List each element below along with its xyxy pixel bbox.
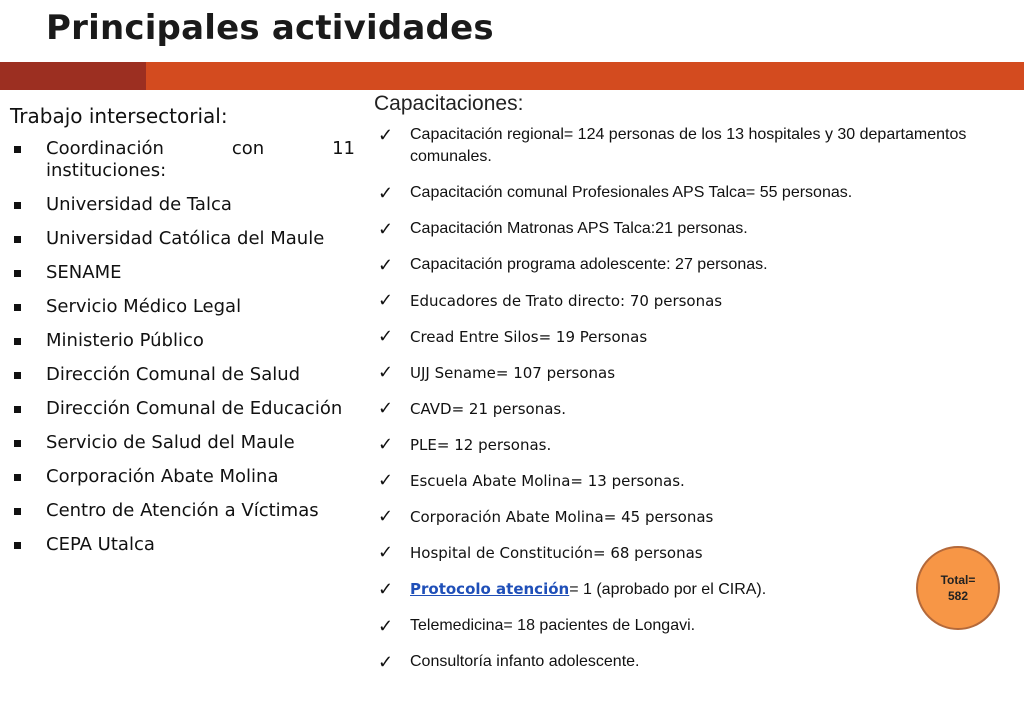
checkmark-icon: ✓	[378, 506, 394, 527]
square-bullet-icon	[14, 440, 21, 447]
checkmark-icon: ✓	[378, 362, 394, 383]
checkmark-icon: ✓	[378, 398, 394, 419]
square-bullet-icon	[14, 338, 21, 345]
square-bullet-icon	[14, 474, 21, 481]
total-badge	[916, 546, 1000, 630]
page-title: Principales actividades	[46, 8, 494, 48]
list-item: ✓ Educadores de Trato directo: 70 personas	[378, 290, 723, 311]
list-item: ✓ Corporación Abate Molina= 45 personas	[378, 506, 714, 527]
institution-list	[10, 138, 355, 556]
training-list	[374, 124, 994, 673]
checkmark-icon: ✓	[378, 434, 394, 455]
checkmark-icon: ✓	[378, 652, 394, 672]
list-item: Centro de Atención a Víctimas	[10, 500, 355, 522]
checkmark-icon: ✓	[378, 290, 394, 311]
checkmark-icon: ✓	[378, 255, 394, 275]
list-item: ✓ UJJ Sename= 107 personas	[378, 362, 616, 383]
square-bullet-icon	[14, 406, 21, 413]
square-bullet-icon	[14, 202, 21, 209]
protocolo-link[interactable]: Protocolo atención	[410, 580, 570, 598]
list-item: ✓ PLE= 12 personas.	[378, 434, 552, 455]
list-item: Coordinación con 11 instituciones:	[10, 138, 355, 182]
list-item: ✓ CAVD= 21 personas.	[378, 398, 566, 419]
list-item: ✓ Hospital de Constitución= 68 personas	[378, 542, 703, 563]
square-bullet-icon	[14, 372, 21, 379]
checkmark-icon: ✓	[378, 579, 394, 599]
total-label: Total=	[940, 573, 976, 587]
training-section	[374, 92, 994, 687]
square-bullet-icon	[14, 270, 21, 277]
checkmark-icon: ✓	[378, 616, 394, 636]
list-item: Corporación Abate Molina	[10, 466, 355, 488]
list-item: CEPA Utalca	[10, 534, 355, 556]
checkmark-icon: ✓	[378, 219, 394, 239]
list-item: ✓ Capacitación Matronas APS Talca:21 personas.	[378, 219, 748, 239]
list-item: ✓ Consultoría infanto adolescente.	[378, 652, 640, 672]
square-bullet-icon	[14, 236, 21, 243]
checkmark-icon: ✓	[378, 125, 394, 145]
checkmark-icon: ✓	[378, 183, 394, 203]
square-bullet-icon	[14, 542, 21, 549]
list-item: Servicio Médico Legal	[10, 296, 355, 318]
list-item: ✓ Protocolo atención= 1 (aprobado por el CIRA).	[378, 579, 767, 599]
square-bullet-icon	[14, 304, 21, 311]
list-item: ✓ Escuela Abate Molina= 13 personas.	[378, 470, 685, 491]
header-bar-dark	[0, 62, 146, 90]
square-bullet-icon	[14, 146, 21, 153]
total-value: 582	[947, 589, 969, 603]
list-item: ✓ Cread Entre Silos= 19 Personas	[378, 326, 648, 347]
square-bullet-icon	[14, 508, 21, 515]
list-item: Universidad de Talca	[10, 194, 355, 216]
intersectoral-section	[10, 104, 355, 568]
list-item: Servicio de Salud del Maule	[10, 432, 355, 454]
list-item: SENAME	[10, 262, 355, 284]
training-heading: Capacitaciones:	[374, 92, 524, 115]
checkmark-icon: ✓	[378, 326, 394, 347]
list-item: ✓ Telemedicina= 18 pacientes de Longavi.	[378, 616, 696, 636]
list-item: Ministerio Público	[10, 330, 355, 352]
list-item: Dirección Comunal de Salud	[10, 364, 355, 386]
list-item: ✓ Capacitación programa adolescente: 27 personas.	[378, 255, 768, 275]
list-item: Universidad Católica del Maule	[10, 228, 355, 250]
list-item: Dirección Comunal de Educación	[10, 398, 355, 420]
checkmark-icon: ✓	[378, 470, 394, 491]
checkmark-icon: ✓	[378, 542, 394, 563]
list-item: ✓ Capacitación regional= 124 personas de los 13 hospitales y 30 departamentos comunales.	[378, 125, 967, 165]
header-bar	[146, 62, 1024, 90]
list-item: ✓ Capacitación comunal Profesionales APS Talca= 55 personas.	[378, 183, 853, 203]
intersectoral-heading: Trabajo intersectorial:	[10, 104, 228, 128]
